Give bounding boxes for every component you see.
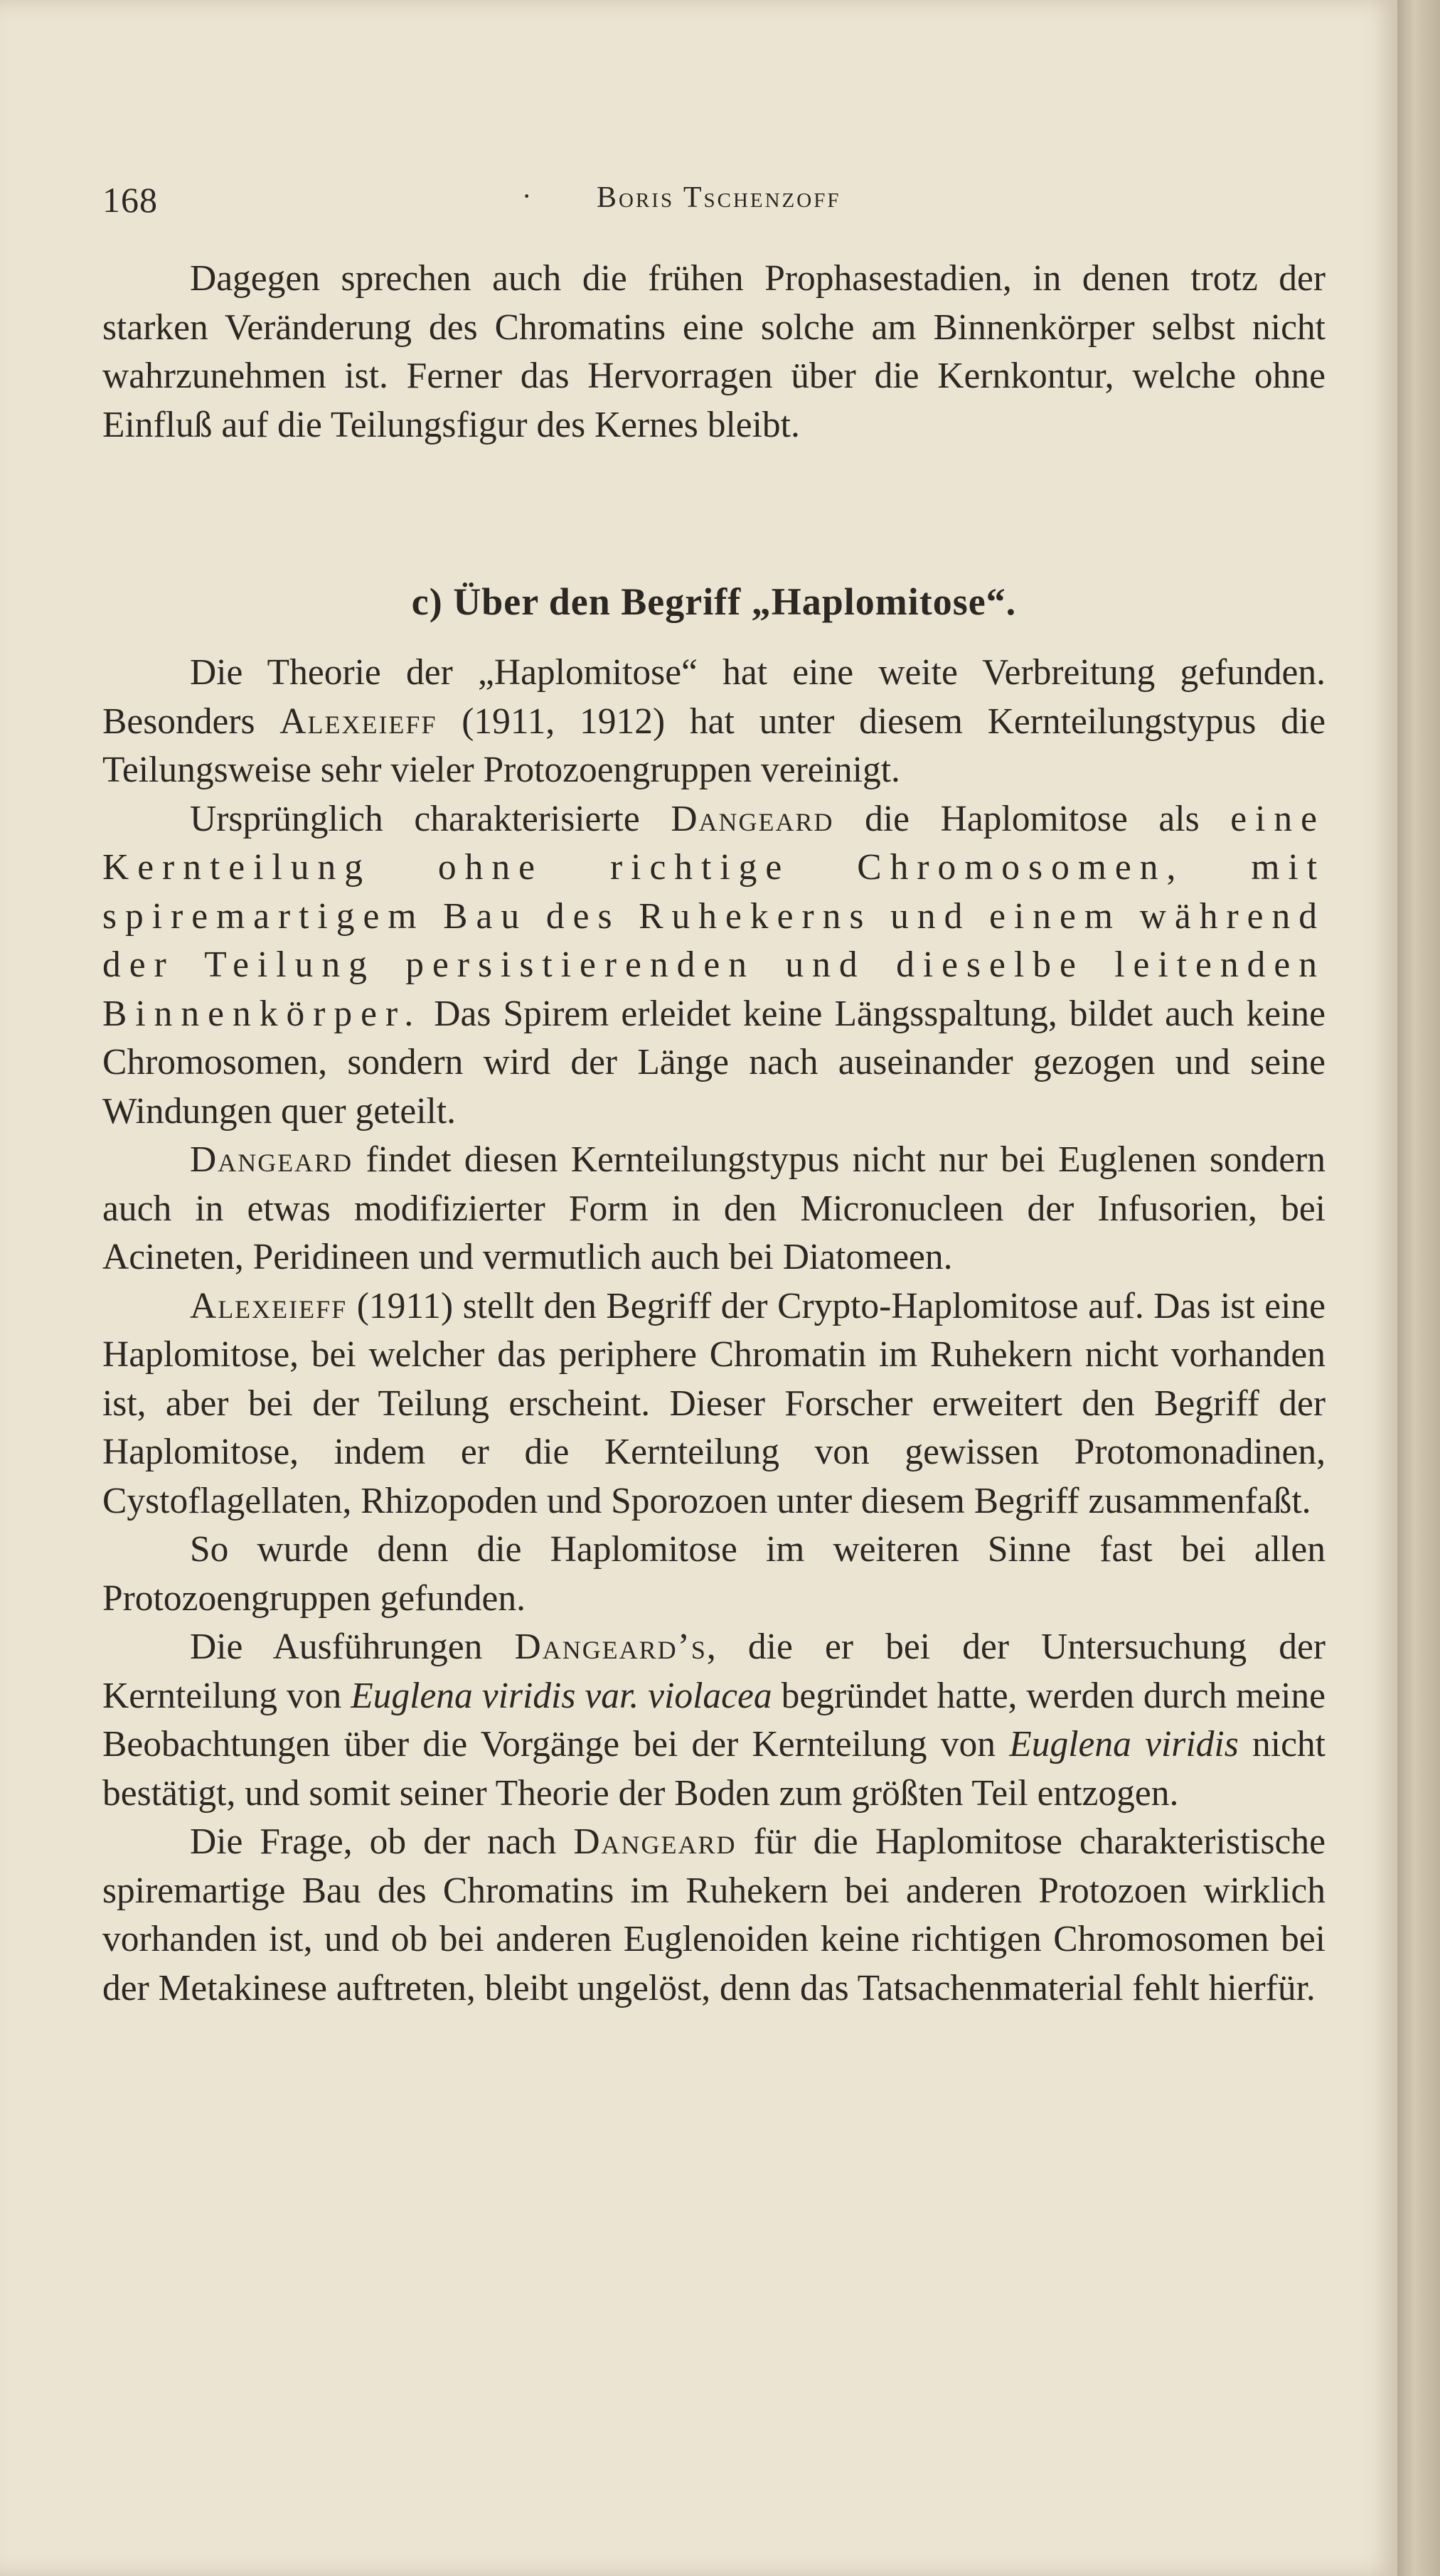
page-edge (1397, 0, 1440, 2576)
text-run: Das Spirem erleidet keine Längsspaltung, bildet auch keine Chromosomen, sondern wird der Länge nach auseinander gezogen und seine Windungen quer geteilt. (102, 993, 1326, 1132)
paragraph-theory (102, 649, 1326, 795)
text-run: (1911) stellt den Begriff der Crypto-Haplomitose auf. Das ist eine Haplomitose, bei welcher das periphere Chromatin im Ruhekern nicht vorhanden ist, aber bei der Teilung erscheint. Dieser Forscher erweitert den Begriff der Haplomitose, indem er die Kernteilung von gewissen Protomonadinen, Cystoflagellaten, Rhizopoden und Sporozoen unter diesem Begriff zusammenfaßt. (102, 1285, 1326, 1521)
header-separator: · (522, 180, 532, 212)
intro-text-block (102, 255, 1326, 449)
author-name: Dangeard (190, 1139, 353, 1180)
text-run: begründet hatte, werden durch meine Beobachtungen über die Vorgänge bei der Kernteilung von (102, 1675, 1326, 1765)
text-run: , die er bei der Untersuchung der Kernteilung von (102, 1627, 1326, 1716)
paragraph-dangeard-findings (102, 1136, 1326, 1282)
author-name: Dangeard’s (514, 1627, 707, 1667)
emphasized-definition: eine Kernteilung ohne richtige Chromosomen, mit spiremartigem Bau des Ruhekerns und einem während der Teilung persistierenden und dieselbe leitenden Binnenkörper. (102, 798, 1326, 1034)
species-name: Euglena viridis var. violacea (351, 1675, 772, 1716)
text-run: (1911, 1912) hat unter diesem Kernteilungstypus die Teilungsweise sehr vieler Protozoengruppen vereinigt. (102, 701, 1326, 790)
author-name: Dangeard (573, 1821, 737, 1862)
paragraph-prophase: Dagegen sprechen auch die frühen Prophasestadien, in denen trotz der starken Veränderung des Chromatins eine solche am Binnenkörper selbst nicht wahrzunehmen ist. Ferner das Hervorragen über die Kernkontur, welche ohne Einfluß auf die Teilungsfigur des Kernes bleibt. (102, 258, 1326, 445)
section-heading: c) Über den Begriff „Haplomitose“. (411, 580, 1017, 623)
text-run: Die Ausführungen (190, 1627, 515, 1667)
author-name: Dangeard (671, 798, 834, 839)
running-head-author: Boris Tschenzoff (597, 181, 841, 214)
text-run: findet diesen Kernteilungstypus nicht nur bei Euglenen sondern auch in etwas modifizierter Form in den Micronucleen der Infusorien, bei Acineten, Peridineen und vermutlich auch bei Diatomeen. (102, 1139, 1326, 1277)
paragraph-crypto-haplomitose (102, 1282, 1326, 1526)
paragraph-original-definition (102, 795, 1326, 1137)
page-number: 168 (102, 180, 158, 220)
paragraph-observations (102, 1623, 1326, 1818)
page-header (102, 172, 1326, 229)
paragraph-open-question (102, 1818, 1326, 2013)
author-name: Alexeieff (190, 1285, 348, 1326)
author-name: Alexeieff (279, 701, 437, 742)
text-run: Die Theorie der „Haplomitose“ hat eine weite Verbreitung gefunden. Besonders (102, 652, 1326, 742)
paragraph-protozoa: So wurde denn die Haplomitose im weiteren Sinne fast bei allen Protozoengruppen gefunden. (102, 1529, 1326, 1619)
text-run: Ursprünglich charakterisierte (190, 798, 671, 839)
text-run: für die Haplomitose charakteristische spiremartige Bau des Chromatins im Ruhekern bei anderen Protozoen wirklich vorhanden ist, und ob bei anderen Euglenoiden keine richtigen Chromosomen bei der Metakinese auftreten, bleibt ungelöst, denn das Tatsachenmaterial fehlt hierfür. (102, 1821, 1326, 2008)
text-run: die Haplomitose als (833, 798, 1231, 839)
text-run: nicht bestätigt, und somit seiner Theorie der Boden zum größten Teil entzogen. (102, 1724, 1326, 1814)
text-run: Die Frage, ob der nach (190, 1821, 574, 1862)
species-name: Euglena viridis (1009, 1724, 1239, 1765)
main-text-block (102, 649, 1326, 2013)
